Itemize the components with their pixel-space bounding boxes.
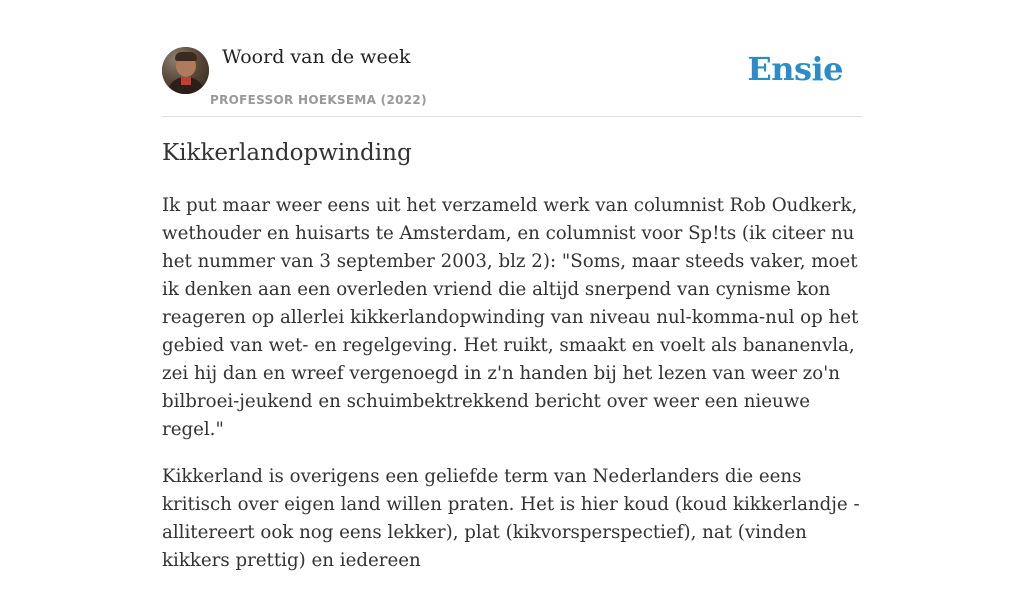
header	[162, 0, 862, 117]
avatar[interactable]	[162, 47, 209, 94]
article-paragraph: Ik put maar weer eens uit het verzameld werk van columnist Rob Oudkerk, wethouder en huisarts te Amsterdam, en columnist voor Sp!ts (ik citeer nu het nummer van 3 september 2003, blz 2): "Soms, maar steeds vaker, moet ik denken aan een overleden vriend die altijd snerpend van cynisme kon reageren op allerlei kikkerlandopwinding van niveau nul-komma-nul op het gebied van wet- en regelgeving. Het ruikt, smaakt en voelt als bananenvla, zei hij dan en wreef vergenoegd in z'n handen bij het lezen van weer zo'n bilbroei-jeukend en schuimbektrekkend bericht over weer een nieuwe regel."	[162, 195, 859, 440]
article-paragraph: Kikkerland is overigens een geliefde term van Nederlanders die eens kritisch over eigen land willen praten. Het is hier koud (koud kikkerlandje - allitereert ook nog eens lekker), plat (kikvorsperspectief), nat (vinden kikkers prettig) en iedereen	[162, 466, 860, 571]
page-title[interactable]: Woord van de week	[222, 46, 411, 68]
page-content	[162, 0, 862, 571]
author-name[interactable]: PROFESSOR HOEKSEMA (2022)	[210, 93, 427, 107]
avatar-hair	[175, 52, 197, 61]
brand-logo[interactable]: Ensie	[747, 50, 843, 88]
article-title: Kikkerlandopwinding	[162, 140, 412, 166]
avatar-collar	[181, 77, 191, 85]
article-body	[162, 192, 862, 594]
